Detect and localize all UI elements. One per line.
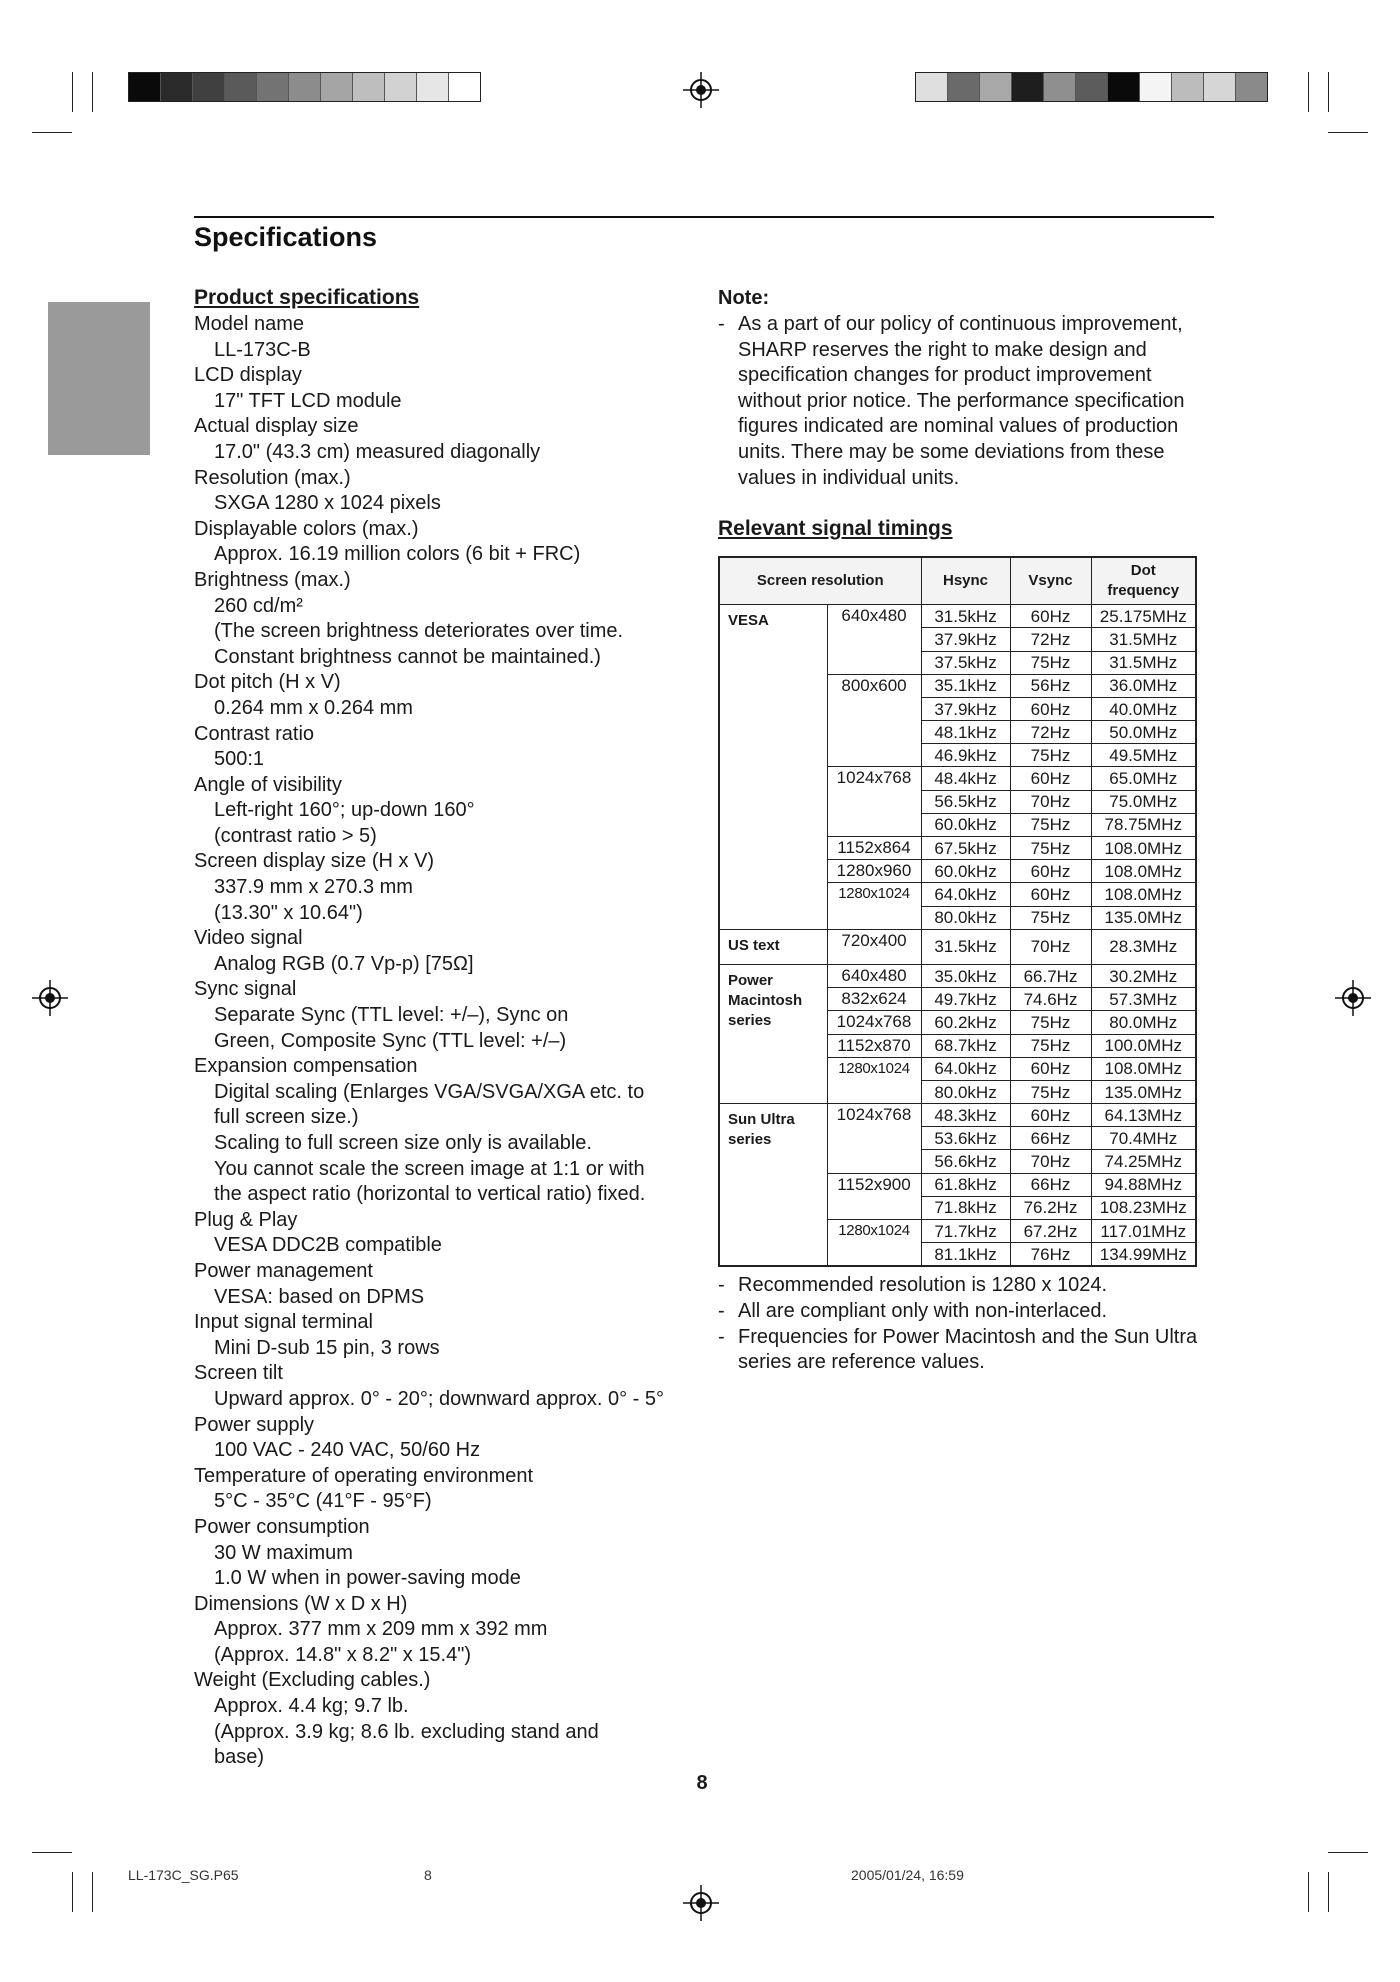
color-swatch [1204, 73, 1236, 101]
spec-value: the aspect ratio (horizontal to vertical ratio) fixed. [214, 1183, 646, 1206]
vsync-cell: 75Hz [1010, 1080, 1091, 1103]
color-calibration-bar-right [915, 72, 1268, 102]
spec-value: VESA DDC2B compatible [214, 1234, 442, 1257]
vsync-cell: 70Hz [1010, 1150, 1091, 1173]
spec-value: Approx. 377 mm x 209 mm x 392 mm [214, 1618, 548, 1641]
spec-value: Green, Composite Sync (TTL level: +/–) [214, 1029, 567, 1052]
spec-label: Contrast ratio [194, 722, 315, 745]
footer-filename: LL-173C_SG.P65 [128, 1867, 239, 1883]
resolution-cell: 800x600 [827, 674, 921, 767]
product-specifications [194, 284, 704, 1771]
color-swatch [1044, 73, 1076, 101]
dot-frequency-cell: 135.0MHz [1091, 906, 1196, 929]
hsync-cell: 31.5kHz [921, 929, 1010, 964]
spec-list [194, 312, 704, 1771]
spec-value: (contrast ratio > 5) [214, 824, 377, 847]
spec-label: Temperature of operating environment [194, 1464, 534, 1487]
spec-value: base) [214, 1746, 265, 1769]
dot-frequency-cell: 108.0MHz [1091, 837, 1196, 860]
dot-frequency-cell: 70.4MHz [1091, 1127, 1196, 1150]
crop-mark [1308, 72, 1309, 112]
hsync-cell: 64.0kHz [921, 883, 1010, 906]
dash-bullet: - [718, 1300, 725, 1322]
dot-frequency-cell: 31.5MHz [1091, 628, 1196, 651]
spec-label: Screen tilt [194, 1362, 283, 1385]
hsync-cell: 37.9kHz [921, 628, 1010, 651]
hsync-cell: 61.8kHz [921, 1173, 1010, 1196]
spec-value: (The screen brightness deteriorates over time. [214, 620, 624, 643]
hsync-cell: 71.8kHz [921, 1196, 1010, 1219]
dot-frequency-cell: 36.0MHz [1091, 674, 1196, 697]
resolution-cell: 1024x768 [827, 1011, 921, 1034]
spec-label: Power consumption [194, 1515, 370, 1538]
color-swatch [1108, 73, 1140, 101]
spec-value: VESA: based on DPMS [214, 1285, 425, 1308]
color-swatch [321, 73, 353, 101]
crop-mark [32, 132, 72, 133]
spec-label: Actual display size [194, 415, 359, 438]
registration-mark-icon [683, 1885, 719, 1921]
table-row [719, 964, 1196, 987]
timings-body [719, 605, 1196, 1267]
crop-mark [1328, 132, 1368, 133]
resolution-cell: 1024x768 [827, 1104, 921, 1174]
spec-label: Power management [194, 1259, 373, 1282]
hsync-cell: 35.1kHz [921, 674, 1010, 697]
vsync-cell: 66Hz [1010, 1173, 1091, 1196]
spec-label: Plug & Play [194, 1208, 298, 1231]
dot-frequency-cell: 49.5MHz [1091, 744, 1196, 767]
dot-frequency-cell: 100.0MHz [1091, 1034, 1196, 1057]
vsync-cell: 60Hz [1010, 697, 1091, 720]
spec-value: Constant brightness cannot be maintained.) [214, 645, 601, 668]
spec-label: Resolution (max.) [194, 466, 351, 489]
color-swatch [948, 73, 980, 101]
hsync-cell: 46.9kHz [921, 744, 1010, 767]
column-header-resolution: Screen resolution [719, 557, 921, 605]
dot-frequency-cell: 108.0MHz [1091, 1057, 1196, 1080]
color-swatch [449, 73, 480, 101]
color-swatch [1140, 73, 1172, 101]
dot-frequency-cell: 65.0MHz [1091, 767, 1196, 790]
spec-label: Dot pitch (H x V) [194, 671, 341, 694]
dot-frequency-cell: 135.0MHz [1091, 1080, 1196, 1103]
spec-label: Video signal [194, 927, 303, 950]
hsync-cell: 81.1kHz [921, 1243, 1010, 1267]
vsync-cell: 75Hz [1010, 906, 1091, 929]
dot-frequency-cell: 78.75MHz [1091, 813, 1196, 836]
vsync-cell: 75Hz [1010, 651, 1091, 674]
color-swatch [129, 73, 161, 101]
spec-label: Dimensions (W x D x H) [194, 1592, 408, 1615]
vsync-cell: 60Hz [1010, 1104, 1091, 1127]
dot-frequency-cell: 80.0MHz [1091, 1011, 1196, 1034]
crop-mark [92, 72, 93, 112]
spec-label: Input signal terminal [194, 1311, 373, 1334]
spec-value: 5°C - 35°C (41°F - 95°F) [214, 1490, 432, 1513]
vsync-cell: 74.6Hz [1010, 988, 1091, 1011]
vsync-cell: 72Hz [1010, 628, 1091, 651]
crop-mark [1328, 1872, 1329, 1912]
spec-label: LCD display [194, 364, 302, 387]
dot-frequency-cell: 28.3MHz [1091, 929, 1196, 964]
resolution-cell: 1280x960 [827, 860, 921, 883]
hsync-cell: 64.0kHz [921, 1057, 1010, 1080]
dot-frequency-cell: 108.0MHz [1091, 883, 1196, 906]
color-swatch [385, 73, 417, 101]
signal-timings-heading: Relevant signal timings [718, 517, 953, 541]
spec-label: Sync signal [194, 978, 297, 1001]
dot-frequency-cell: 30.2MHz [1091, 964, 1196, 987]
crop-mark [72, 1872, 73, 1912]
dot-frequency-cell: 134.99MHz [1091, 1243, 1196, 1267]
dot-frequency-cell: 64.13MHz [1091, 1104, 1196, 1127]
table-row [719, 1104, 1196, 1127]
vsync-cell: 67.2Hz [1010, 1220, 1091, 1243]
vsync-cell: 76.2Hz [1010, 1196, 1091, 1219]
table-row [719, 929, 1196, 964]
footer-date: 2005/01/24, 16:59 [851, 1867, 964, 1883]
note-text: As a part of our policy of continuous improvement, SHARP reserves the right to make design and specification changes for product improvement without prior notice. The performance specification figures indicated are nominal values of production units. There may be some deviations from these values in individual units. [738, 313, 1185, 489]
crop-mark [1328, 1852, 1368, 1853]
spec-value: (13.30" x 10.64") [214, 901, 363, 924]
spec-value: 100 VAC - 240 VAC, 50/60 Hz [214, 1439, 481, 1462]
timing-note-text: Frequencies for Power Macintosh and the Sun Ultra series are reference values. [738, 1325, 1198, 1374]
spec-value: Mini D-sub 15 pin, 3 rows [214, 1336, 440, 1359]
timing-note-text: Recommended resolution is 1280 x 1024. [738, 1274, 1108, 1297]
note-title: Note: [718, 287, 770, 309]
dot-frequency-cell: 57.3MHz [1091, 988, 1196, 1011]
timing-notes [718, 1273, 1218, 1375]
vsync-cell: 75Hz [1010, 1011, 1091, 1034]
color-swatch [193, 73, 225, 101]
spec-value: Analog RGB (0.7 Vp-p) [75Ω] [214, 952, 474, 975]
color-swatch [417, 73, 449, 101]
hsync-cell: 37.5kHz [921, 651, 1010, 674]
spec-value: 500:1 [214, 748, 265, 771]
signal-timings-table [718, 556, 1197, 1267]
vsync-cell: 60Hz [1010, 767, 1091, 790]
spec-label: Model name [194, 313, 305, 335]
color-swatch [225, 73, 257, 101]
spec-value: Approx. 16.19 million colors (6 bit + FRC) [214, 543, 581, 566]
vsync-cell: 75Hz [1010, 744, 1091, 767]
hsync-cell: 53.6kHz [921, 1127, 1010, 1150]
color-swatch [161, 73, 193, 101]
resolution-cell: 720x400 [827, 929, 921, 964]
resolution-cell: 1152x864 [827, 837, 921, 860]
color-swatch [257, 73, 289, 101]
spec-value: 17" TFT LCD module [214, 389, 402, 412]
spec-value: You cannot scale the screen image at 1:1 or with [214, 1157, 645, 1180]
color-swatch [1012, 73, 1044, 101]
hsync-cell: 68.7kHz [921, 1034, 1010, 1057]
spec-value: SXGA 1280 x 1024 pixels [214, 492, 441, 515]
resolution-cell: 640x480 [827, 605, 921, 675]
resolution-cell: 1280x1024 [827, 1057, 921, 1103]
spec-value: 337.9 mm x 270.3 mm [214, 876, 413, 899]
table-header-row [719, 557, 1196, 605]
spec-value: Digital scaling (Enlarges VGA/SVGA/XGA etc. to [214, 1080, 645, 1103]
spec-value: Left-right 160°; up-down 160° [214, 799, 475, 822]
registration-mark-icon [683, 72, 719, 108]
spec-value: 17.0" (43.3 cm) measured diagonally [214, 440, 541, 463]
resolution-cell: 1280x1024 [827, 883, 921, 929]
vsync-cell: 70Hz [1010, 929, 1091, 964]
color-swatch [289, 73, 321, 101]
spec-label: Displayable colors (max.) [194, 517, 419, 540]
vsync-cell: 75Hz [1010, 837, 1091, 860]
spec-label: Weight (Excluding cables.) [194, 1669, 431, 1692]
color-swatch [916, 73, 948, 101]
vsync-cell: 72Hz [1010, 721, 1091, 744]
timing-note-item [718, 1299, 1218, 1325]
vsync-cell: 60Hz [1010, 1057, 1091, 1080]
hsync-cell: 80.0kHz [921, 1080, 1010, 1103]
hsync-cell: 49.7kHz [921, 988, 1010, 1011]
column-header-vsync: Vsync [1010, 557, 1091, 605]
hsync-cell: 80.0kHz [921, 906, 1010, 929]
side-tab-marker [48, 302, 150, 455]
hsync-cell: 56.6kHz [921, 1150, 1010, 1173]
spec-value: 30 W maximum [214, 1541, 353, 1564]
resolution-cell: 832x624 [827, 988, 921, 1011]
crop-mark [92, 1872, 93, 1912]
crop-mark [1308, 1872, 1309, 1912]
hsync-cell: 48.3kHz [921, 1104, 1010, 1127]
spec-value: (Approx. 3.9 kg; 8.6 lb. excluding stand and [214, 1720, 599, 1743]
page-title: Specifications [194, 222, 378, 252]
hsync-cell: 67.5kHz [921, 837, 1010, 860]
spec-value: (Approx. 14.8" x 8.2" x 15.4") [214, 1643, 471, 1666]
spec-value: 260 cd/m² [214, 594, 303, 617]
dash-bullet: - [718, 1325, 725, 1348]
spec-label: Angle of visibility [194, 773, 342, 796]
dot-frequency-cell: 31.5MHz [1091, 651, 1196, 674]
color-calibration-bar-left [128, 72, 481, 102]
crop-mark [1328, 72, 1329, 112]
hsync-cell: 60.2kHz [921, 1011, 1010, 1034]
vsync-cell: 75Hz [1010, 1034, 1091, 1057]
dot-frequency-cell: 117.01MHz [1091, 1220, 1196, 1243]
crop-mark [32, 1852, 72, 1853]
hsync-cell: 56.5kHz [921, 790, 1010, 813]
dot-frequency-cell: 75.0MHz [1091, 790, 1196, 813]
column-header-hsync: Hsync [921, 557, 1010, 605]
vsync-cell: 66.7Hz [1010, 964, 1091, 987]
spec-label: Expansion compensation [194, 1055, 418, 1078]
group-name-cell: VESA [719, 605, 827, 930]
resolution-cell: 1280x1024 [827, 1220, 921, 1267]
timing-note-item [718, 1325, 1218, 1376]
color-swatch [1172, 73, 1204, 101]
hsync-cell: 71.7kHz [921, 1220, 1010, 1243]
note-item: - As a part of our policy of continuous improvement, SHARP reserves the right to make design and specification changes for product improvement without prior notice. The performance specification figures indicated are nominal values of production units. There may be some deviations from these values in individual units. [718, 312, 1218, 491]
spec-label: Power supply [194, 1413, 315, 1436]
timing-note-item [718, 1273, 1218, 1299]
spec-value: Approx. 4.4 kg; 9.7 lb. [214, 1695, 409, 1718]
group-name-cell: US text [719, 929, 827, 964]
table-row [719, 605, 1196, 628]
spec-value: full screen size.) [214, 1106, 359, 1129]
vsync-cell: 70Hz [1010, 790, 1091, 813]
color-swatch [1236, 73, 1267, 101]
vsync-cell: 56Hz [1010, 674, 1091, 697]
color-swatch [353, 73, 385, 101]
resolution-cell: 1024x768 [827, 767, 921, 837]
right-column [718, 284, 1218, 1376]
registration-mark-icon [32, 980, 68, 1016]
registration-mark-icon [1335, 980, 1371, 1016]
dot-frequency-cell: 94.88MHz [1091, 1173, 1196, 1196]
vsync-cell: 75Hz [1010, 813, 1091, 836]
spec-label: Brightness (max.) [194, 568, 351, 591]
page-number: 8 [696, 1772, 708, 1794]
dot-frequency-cell: 108.23MHz [1091, 1196, 1196, 1219]
footer-page: 8 [424, 1867, 432, 1883]
color-swatch [1076, 73, 1108, 101]
dot-frequency-cell: 74.25MHz [1091, 1150, 1196, 1173]
hsync-cell: 48.4kHz [921, 767, 1010, 790]
hsync-cell: 31.5kHz [921, 605, 1010, 628]
hsync-cell: 60.0kHz [921, 813, 1010, 836]
spec-value: 1.0 W when in power-saving mode [214, 1567, 521, 1590]
spec-value: Scaling to full screen size only is available. [214, 1132, 592, 1154]
spec-label: Screen display size (H x V) [194, 850, 435, 873]
crop-mark [72, 72, 73, 112]
dot-frequency-cell: 40.0MHz [1091, 697, 1196, 720]
dot-frequency-cell: 50.0MHz [1091, 721, 1196, 744]
color-swatch [980, 73, 1012, 101]
hsync-cell: 60.0kHz [921, 860, 1010, 883]
product-specs-heading: Product specifications [194, 286, 420, 309]
spec-value: 0.264 mm x 0.264 mm [214, 696, 413, 719]
resolution-cell: 640x480 [827, 964, 921, 987]
resolution-cell: 1152x870 [827, 1034, 921, 1057]
hsync-cell: 48.1kHz [921, 721, 1010, 744]
vsync-cell: 66Hz [1010, 1127, 1091, 1150]
resolution-cell: 1152x900 [827, 1173, 921, 1219]
dot-frequency-cell: 108.0MHz [1091, 860, 1196, 883]
dot-frequency-cell: 25.175MHz [1091, 605, 1196, 628]
vsync-cell: 60Hz [1010, 860, 1091, 883]
vsync-cell: 60Hz [1010, 605, 1091, 628]
spec-value: Separate Sync (TTL level: +/–), Sync on [214, 1004, 569, 1027]
timing-note-text: All are compliant only with non-interlaced. [738, 1300, 1108, 1322]
hsync-cell: 35.0kHz [921, 964, 1010, 987]
group-name-cell: Power Macintosh series [719, 964, 827, 1103]
group-name-cell: Sun Ultra series [719, 1104, 827, 1267]
vsync-cell: 76Hz [1010, 1243, 1091, 1267]
spec-value: Upward approx. 0° - 20°; downward approx. 0° - 5° [214, 1387, 664, 1410]
column-header-dot-frequency: Dot frequency [1091, 557, 1196, 605]
title-rule [194, 216, 1214, 218]
spec-value: LL-173C-B [214, 338, 311, 361]
vsync-cell: 60Hz [1010, 883, 1091, 906]
hsync-cell: 37.9kHz [921, 697, 1010, 720]
dash-bullet: - [718, 1274, 725, 1297]
